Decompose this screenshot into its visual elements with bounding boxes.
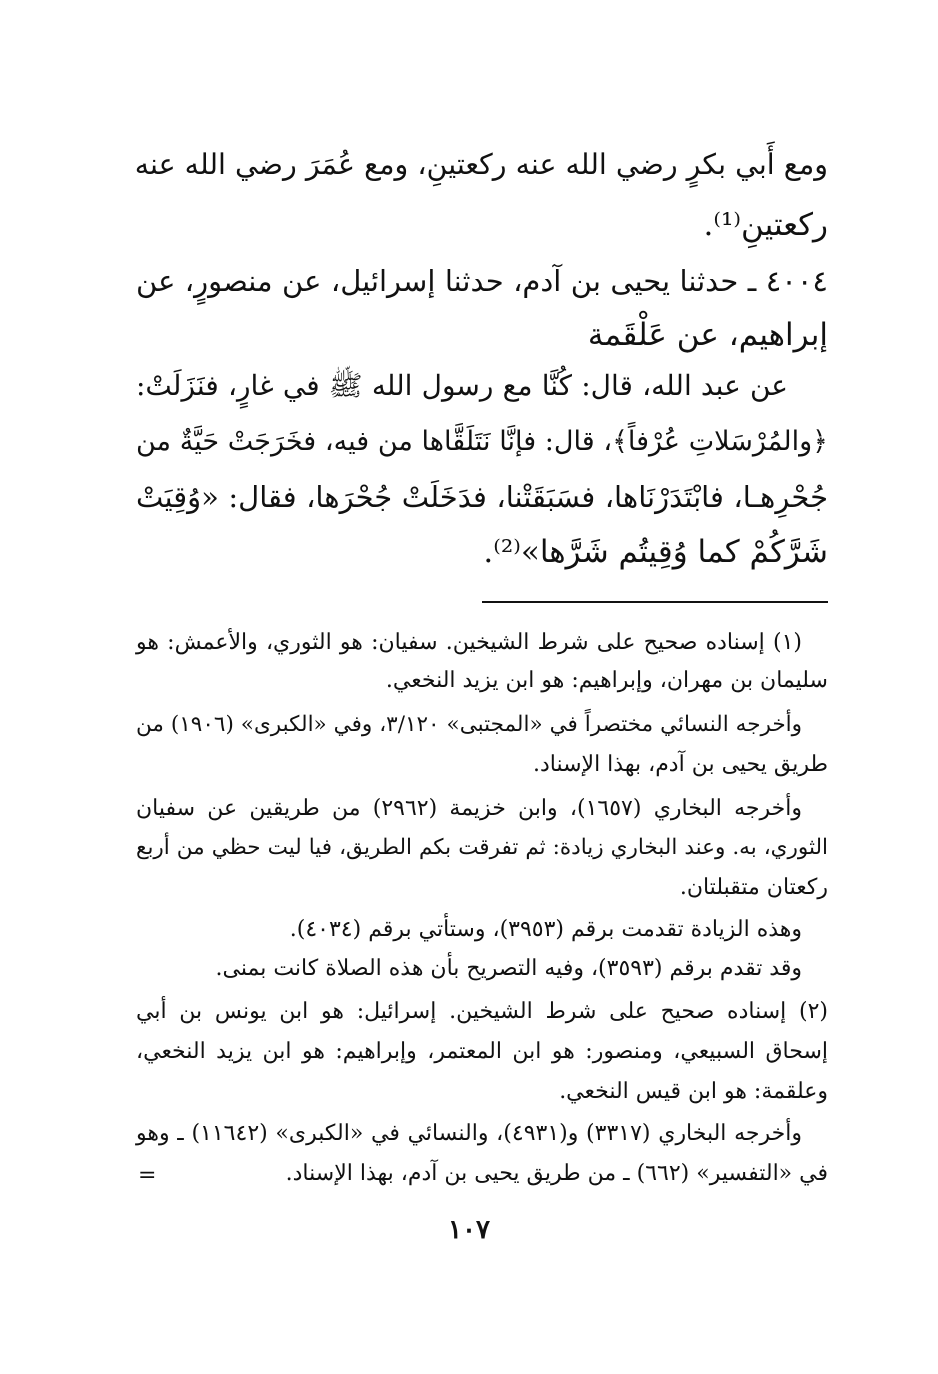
footnote-line: سليمان بن مهران، وإبراهيم: هو ابن يزيد النخعي. xyxy=(385,668,828,693)
footnote-line: وهذه الزيادة تقدمت برقم (٣٩٥٣)، وستأتي برقم (٤٠٣٤). xyxy=(289,917,802,942)
main-line: جُحْرِهـا، فابْتَدَرْنَاها، فسَبَقَتْنا، فدَخَلَتْ جُحْرَها، فقال: «وُقِيَتْ xyxy=(136,480,828,514)
main-line: عن عبد الله، قال: كُنَّا مع رسول الله ﷺ في غارٍ، فنَزَلَتْ: xyxy=(136,369,788,402)
footnote-line: وعلقمة: هو ابن قيس النخعي. xyxy=(559,1079,828,1104)
footnote-line: وقد تقدم برقم (٣٥٩٣)، وفيه التصريح بأن هذه الصلاة كانت بمنى. xyxy=(215,956,802,981)
footnote-line: وأخرجه النسائي مختصراً في «المجتبى» ٣/١٢٠، وفي «الكبرى» (١٩٠٦) من xyxy=(136,712,803,737)
main-line: شَرَّكُمْ كما وُقِيتُم شَرَّها»⁽²⁾. xyxy=(483,534,828,570)
footnote-line: (١) إسناده صحيح على شرط الشيخين. سفيان: هو الثوري، والأعمش: هو xyxy=(136,630,802,655)
footnote-line: وأخرجه البخاري (٣٣١٧) و(٤٩٣١)، والنسائي في «الكبرى» (١١٦٤٢) ـ وهو xyxy=(136,1121,803,1146)
footnote-line: وأخرجه البخاري (١٦٥٧)، وابن خزيمة (٢٩٦٢) من طريقين عن سفيان xyxy=(136,796,803,821)
page-number: ١٠٧ xyxy=(448,1215,490,1245)
footnote-line: الثوري، به. وعند البخاري زيادة: ثم تفرقت بكم الطريق، فيا ليت حظي من أربع xyxy=(136,835,828,860)
footnote-line: إسحاق السبيعي، ومنصور: هو ابن المعتمر، وإبراهيم: هو ابن يزيد النخعي، xyxy=(136,1039,828,1064)
hadith-number-line: ٤٠٠٤ ـ حدثنا يحيى بن آدم، حدثنا إسرائيل، عن منصورٍ، عن xyxy=(136,264,828,298)
footnote-separator xyxy=(482,601,828,603)
main-line: إبراهيم، عن عَلْقَمة xyxy=(587,317,828,353)
main-line: ومع أَبي بكرٍ رضي الله عنه ركعتينِ، ومع عُمَرَ رضي الله عنه xyxy=(134,148,828,181)
footnote-line: (٢) إسناده صحيح على شرط الشيخين. إسرائيل: هو ابن يونس بن أبي xyxy=(136,999,828,1024)
main-line: ﴿والمُرْسَلاتِ عُرْفاً﴾، قال: فإنَّا نَتَلَقَّاها من فيه، فخَرَجَتْ حَيَّةٌ من xyxy=(136,426,828,457)
main-line: ركعتينِ⁽¹⁾. xyxy=(703,207,828,243)
continuation-mark: = xyxy=(138,1163,157,1188)
footnote-line: طريق يحيى بن آدم، بهذا الإسناد. xyxy=(532,752,828,777)
footnote-line: في «التفسير» (٦٦٢) ـ من طريق يحيى بن آدم، بهذا الإسناد. xyxy=(285,1161,828,1186)
footnote-line: ركعتان متقبلتان. xyxy=(679,875,828,900)
